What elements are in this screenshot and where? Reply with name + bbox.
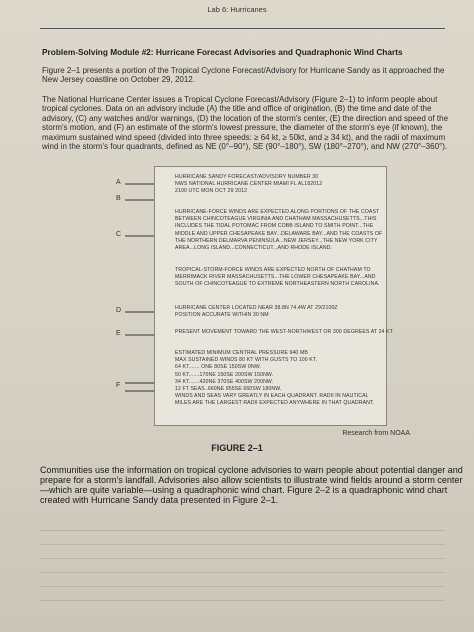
intro-paragraph: Figure 2–1 presents a portion of the Tropical Cyclone Forecast/Advisory for Hurricane Sandy as it approached the New Jersey coastline on October 29, 2012. [42,66,445,85]
advisory-block-c1 [175,209,383,252]
advisory-block-e [175,329,393,336]
closing-paragraph: Communities use the information on tropical cyclone advisories to warn people about potential danger and prepare for a storm's landfall. Advisories also allow scientists to illustrate wind fields around a storm center—which are quite variable—using a quadraphonic wind chart. Figure 2–2 is a quadraphonic wind chart created with Hurricane Sandy data presented in Figure 2–1. [40,465,463,505]
advisory-line: MERRIMACK RIVER MASSACHUSETTS...THE LOWER CHESAPEAKE BAY...AND [175,274,376,281]
advisory-line: 50 KT.......170NE 150SE 200SW 150NW. [175,371,274,378]
advisory-block-a [175,174,380,196]
advisory-line: POSITION ACCURATE WITHIN 30 NM [175,312,269,319]
advisory-line: 2100 UTC MON OCT 29 2012 [175,188,248,195]
advisory-line: HURRICANE CENTER LOCATED NEAR 38.8N 74.4W AT 29/2100Z [175,305,338,311]
advisory-line: ESTIMATED MINIMUM CENTRAL PRESSURE 940 MB [175,350,308,356]
advisory-line: THE NORTHERN DELMARVA PENINSULA...NEW JERSEY...THE NEW YORK CITY [175,237,378,244]
module-title: Problem-Solving Module #2: Hurricane Forecast Advisories and Quadraphonic Wind Charts [42,47,403,57]
label-d: D [116,307,122,314]
advisory-line: MIDDLE AND UPPER CHESAPEAKE BAY...DELAWARE BAY...AND THE COASTS OF [175,230,383,237]
advisory-line: NWS NATIONAL HURRICANE CENTER MIAMI FL AL182012 [175,181,323,188]
label-b: B [116,195,121,202]
label-f: F [116,382,121,389]
advisory-line: PRESENT MOVEMENT TOWARD THE WEST-NORTHWEST OR 300 DEGREES AT 24 KT [175,329,393,335]
advisory-line: 12 FT SEAS..660NE 955SE 660SW 180NW. [175,386,282,393]
answer-line [40,586,445,587]
advisory-line: MILES ARE THE LARGEST RADII EXPECTED ANYWHERE IN THAT QUADRANT. [175,400,375,407]
header-divider [40,28,445,29]
label-c: C [116,231,122,238]
answer-line [40,558,445,559]
label-a: A [116,179,121,186]
answer-line [40,544,445,545]
answer-line [40,530,445,531]
advisory-line: INCLUDES THE TIDAL POTOMAC FROM COBB ISLAND TO SMITH POINT...THE [175,223,374,230]
advisory-line: HURRICANE SANDY FORECAST/ADVISORY NUMBER 30 [175,174,319,180]
advisory-line: MAX SUSTAINED WINDS 80 KT WITH GUSTS TO 100 KT. [175,357,318,364]
figure-credit: Research from NOAA [342,430,410,437]
advisory-line: BETWEEN CHINCOTEAGUE VIRGINIA AND CHATHAM MASSACHUSETTS...THIS [175,216,377,223]
answer-line [40,572,445,573]
answer-lines [40,530,445,614]
advisory-line: TROPICAL-STORM-FORCE WINDS ARE EXPECTED NORTH OF CHATHAM TO [175,267,371,273]
advisory-line: 34 KT.......420NE 370SE 400SW 200NW. [175,378,274,385]
label-e: E [116,330,121,337]
answer-line [40,600,445,601]
advisory-block-c2 [175,267,380,289]
advisory-line: AREA...LONG ISLAND...CONNECTICUT...AND RHODE ISLAND. [175,245,333,252]
advisory-line: SOUTH OF CHINCOTEAGUE TO EXTREME NORTHEASTERN NORTH CAROLINA. [175,281,380,288]
advisory-line: WINDS AND SEAS VARY GREATLY IN EACH QUADRANT. RADII IN NAUTICAL [175,393,369,400]
advisory-line: 64 KT....... ONE 80SE 150SW 0NW. [175,364,261,371]
advisory-figure [154,166,393,426]
nhc-paragraph: The National Hurricane Center issues a Tropical Cyclone Forecast/Advisory (Figure 2–1) to inform people about tropical cyclones. Data on an advisory include (A) the title and office of origination, (B) the time and date of the advisory, (C) any watches and/or warnings, (D) the location of the storm's center, (E) the direction and speed of the storm's motion, and (F) an estimate of the storm's lowest pressure, the diameter of the storm's eye (if known), the maximum sustained wind speed (divided into three speeds: ≥ 64 kt, ≥ 50kt, and ≥ 34 kt), and the radii of maximum wind in the storm's four quadrants, defined as NE (0°–90°), SE (90°–180°), SW (180°–270°), and NW (270°–360°). [42,95,449,152]
advisory-line: HURRICANE-FORCE WINDS ARE EXPECTED ALONG PORTIONS OF THE COAST [175,209,380,215]
advisory-block-d [175,305,380,319]
advisory-block-f [175,350,380,408]
lab-header: Lab 6: Hurricanes [207,5,267,14]
figure-title: FIGURE 2–1 [211,443,263,453]
